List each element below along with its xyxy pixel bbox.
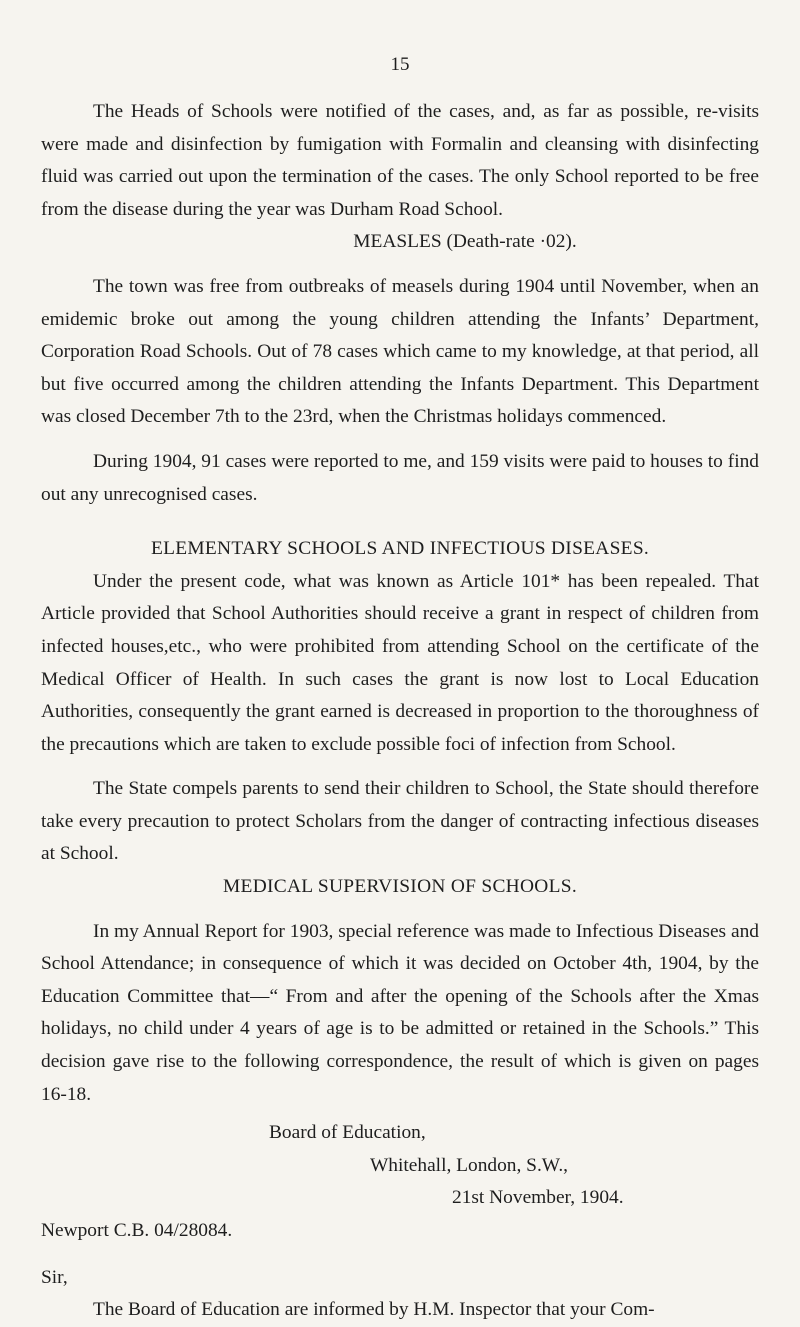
letter-address-line2: Whitehall, London, S.W., [370,1154,569,1176]
page-number: 15 [390,54,410,75]
letter-opening-line: The Board of Education are informed by H.M. Inspector that your Com- [93,1299,655,1321]
paragraph-state-compels: The State compels parents to send their children to School, the State should therefore take every precaution to protect Scholars from the danger of contracting infectious diseases at School. [41,778,759,865]
paragraph-article-101: Under the present code, what was known as Article 101* has been repealed. That Article provided that School Authorities should receive a grant in respect of children from infected houses,etc., who were prohibited from attending School on the certificate of the Medical Officer of Health. In such cases the grant is now lost to Local Education Authorities, consequently the grant earned is decreased in proportion to the thoroughness of the precautions which are taken to exclude possible foci of infection from School. [41,570,759,755]
elementary-schools-heading: ELEMENTARY SCHOOLS AND INFECTIOUS DISEASES. [150,538,650,560]
letter-salutation: Sir, [41,1266,68,1288]
letter-reference: Newport C.B. 04/28084. [41,1220,233,1241]
paragraph-annual-report: In my Annual Report for 1903, special reference was made to Infectious Diseases and School Attendance; in consequence of which it was decided on October 4th, 1904, by the Education Committee that—“ From and after the opening of the Schools after the Xmas holidays, no child under 4 years of age is to be admitted or retained in the Schools.” This decision gave rise to the following correspondence, the result of which is given on pages 16-18. [41,920,759,1105]
letter-address-line1: Board of Education, [269,1122,426,1144]
paragraph-heads-of-schools: The Heads of Schools were notified of the cases, and, as far as possible, re-visits were made and disinfection by fumigation with Formalin and cleansing with disinfecting fluid was carried out upon the termination of the cases. The only School reported to be free from the disease during the year was Durham Road School. [41,101,759,220]
paragraph-cases-reported: During 1904, 91 cases were reported to me, and 159 visits were paid to houses to find out any unrecognised cases. [41,450,759,505]
medical-supervision-heading: MEDICAL SUPERVISION OF SCHOOLS. [223,876,577,898]
page-body [41,96,759,1327]
measles-heading: MEASLES (Death-rate ·02). [353,231,577,253]
letter-date: 21st November, 1904. [452,1187,624,1209]
paragraph-measles-outbreak: The town was free from outbreaks of measels during 1904 until November, when an emidemic broke out among the young children attending the Infants’ Department, Corporation Road Schools. Out of 78 cases which came to my knowledge, at that period, all but five occurred among the children attending the Infants Department. This Department was closed December 7th to the 23rd, when the Christmas holidays commenced. [41,275,759,428]
